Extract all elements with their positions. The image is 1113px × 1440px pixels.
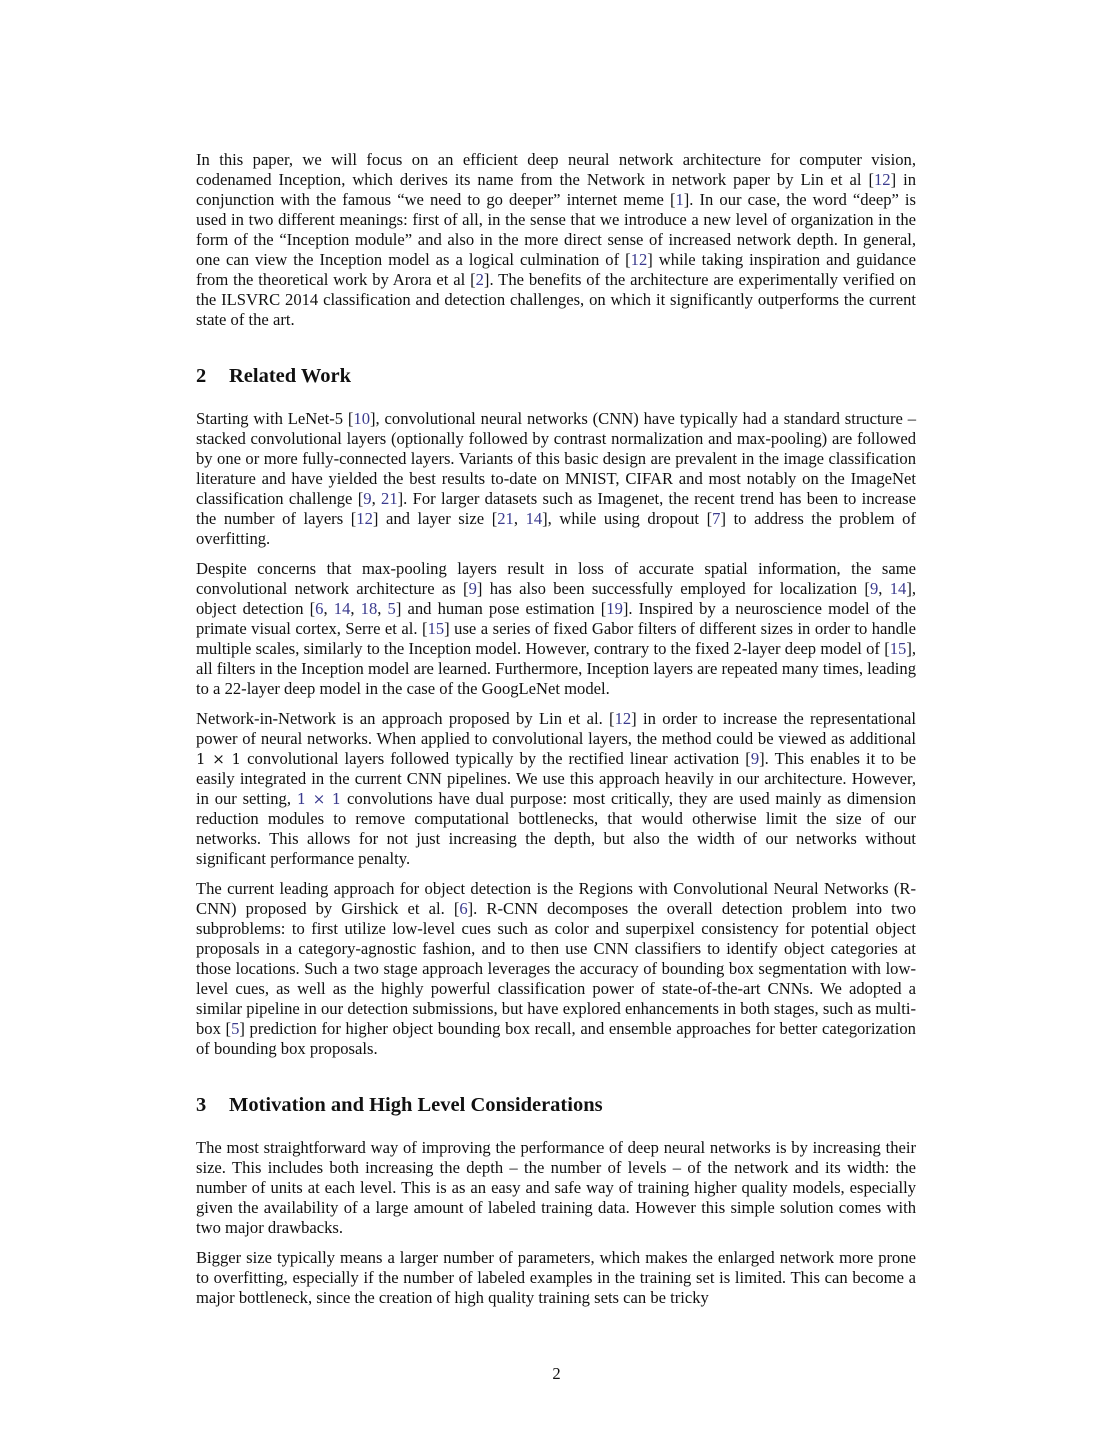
section-number: 3: [196, 1094, 207, 1116]
citation-link[interactable]: 12: [873, 170, 891, 189]
citation-link[interactable]: 12: [614, 709, 632, 728]
paragraph: Despite concerns that max-pooling layers result in loss of accurate spatial information, the same convolutional network architecture as [9] has also been successfully employed for localization [9, 14], object detection [6, 14, 18, 5] and human pose estimation [19]. Inspired by a neuroscience model of the primate visual cortex, Serre et al. [15] use a series of fixed Gabor filters of different sizes in order to handle multiple scales, similarly to the Inception model. However, contrary to the fixed 2-layer deep model of [15], all filters in the Inception model are learned. Furthermore, Inception layers are repeated many times, leading to a 22-layer deep model in the case of the GoogLeNet model.: [196, 559, 917, 698]
paper-page: [196, 150, 916, 1308]
citation-link[interactable]: 21: [497, 509, 514, 528]
citation-link[interactable]: 2: [475, 270, 484, 289]
paragraph: Starting with LeNet-5 [10], convolutional neural networks (CNN) have typically had a standard structure – stacked convolutional layers (optionally followed by contrast normalization and max-pooling) are followed by one or more fully-connected layers. Variants of this basic design are prevalent in the image classification literature and have yielded the best results to-date on MNIST, CIFAR and most notably on the ImageNet classification challenge [9, 21]. For larger datasets such as Imagenet, the recent trend has been to increase the number of layers [12] and layer size [21, 14], while using dropout [7] to address the problem of overfitting.: [196, 409, 916, 548]
citation-link[interactable]: 14: [525, 509, 543, 528]
citation-link[interactable]: 14: [889, 579, 907, 598]
section-title: Motivation and High Level Considerations: [229, 1094, 603, 1116]
math-expression: 1 × 1: [196, 750, 242, 768]
citation-link[interactable]: 15: [427, 619, 445, 638]
citation-link[interactable]: 14: [333, 599, 351, 618]
citation-link[interactable]: 15: [889, 639, 907, 658]
section-body: [196, 409, 916, 1059]
citation-link[interactable]: 10: [353, 409, 371, 428]
section-number: 2: [196, 365, 207, 387]
page-number: 2: [552, 1364, 561, 1383]
citation-link[interactable]: 9: [468, 579, 477, 598]
citation-link[interactable]: 9: [363, 489, 372, 508]
section-related-work: [196, 363, 916, 1059]
citation-link[interactable]: 7: [712, 509, 721, 528]
citation-link[interactable]: 21: [381, 489, 398, 508]
citation-link[interactable]: 12: [630, 250, 648, 269]
intro-section: [196, 150, 916, 330]
citation-link[interactable]: 6: [459, 899, 468, 918]
citation-link[interactable]: 1: [675, 190, 684, 209]
paragraph: Network-in-Network is an approach proposed by Lin et al. [12] in order to increase the representational power of neural networks. When applied to convolutional layers, the method could be viewed as additional 1 × 1 convolutional layers followed typically by the rectified linear activation [9]. This enables it to be easily integrated in the current CNN pipelines. We use this approach heavily in our architecture. However, in our setting, 1 × 1 convolutions have dual purpose: most critically, they are used mainly as dimension reduction modules to remove computational bottlenecks, that would otherwise limit the size of our networks. This allows for not just increasing the depth, but also the width of our networks without significant performance penalty.: [196, 709, 917, 868]
citation-link[interactable]: 9: [869, 579, 879, 598]
paragraph: The most straightforward way of improving the performance of deep neural networks is by increasing their size. This includes both increasing the depth – the number of levels – of the network and its width: the number of units at each level. This is as an easy and safe way of training higher quality models, especially given the availability of a large amount of labeled training data. However this simple solution comes with two major drawbacks.: [196, 1138, 916, 1237]
paragraph: Bigger size typically means a larger number of parameters, which makes the enlarged network more prone to overfitting, especially if the number of labeled examples in the training set is limited. This can become a major bottleneck, since the creation of high quality training sets can be tricky: [196, 1248, 916, 1307]
section-title: Related Work: [229, 365, 352, 387]
citation-link[interactable]: 9: [750, 749, 760, 768]
paragraph: In this paper, we will focus on an efficient deep neural network architecture for computer vision, codenamed Inception, which derives its name from the Network in network paper by Lin et al [12] in conjunction with the famous “we need to go deeper” internet meme [1]. In our case, the word “deep” is used in two different meanings: first of all, in the sense that we introduce a new level of organization in the form of the “Inception module” and also in the more direct sense of increased network depth. In general, one can view the Inception model as a logical culmination of [12] while taking inspiration and guidance from the theoretical work by Arora et al [2]. The benefits of the architecture are experimentally verified on the ILSVRC 2014 classification and detection challenges, on which it significantly outperforms the current state of the art.: [196, 150, 917, 329]
citation-link[interactable]: 19: [606, 599, 623, 618]
math-expression: 1 × 1: [296, 790, 342, 808]
section-heading: [196, 1092, 916, 1118]
citation-link[interactable]: 12: [356, 509, 373, 528]
section-heading: [196, 363, 916, 389]
paragraph: The current leading approach for object detection is the Regions with Convolutional Neural Networks (R-CNN) proposed by Girshick et al. [6]. R-CNN decomposes the overall detection problem into two subproblems: to first utilize low-level cues such as color and superpixel consistency for potential object proposals in a category-agnostic fashion, and to then use CNN classifiers to identify object categories at those locations. Such a two stage approach leverages the accuracy of bounding box segmentation with low-level cues, as well as the highly powerful classification power of state-of-the-art CNNs. We adopted a similar pipeline in our detection submissions, but have explored enhancements in both stages, such as multi-box [5] prediction for higher object bounding box recall, and ensemble approaches for better categorization of bounding box proposals.: [196, 879, 916, 1058]
citation-link[interactable]: 18: [360, 599, 378, 618]
citation-link[interactable]: 5: [387, 599, 396, 618]
citation-link[interactable]: 5: [231, 1019, 240, 1038]
citation-link[interactable]: 6: [315, 599, 324, 618]
section-motivation: [196, 1092, 916, 1308]
section-body: [196, 1138, 916, 1308]
